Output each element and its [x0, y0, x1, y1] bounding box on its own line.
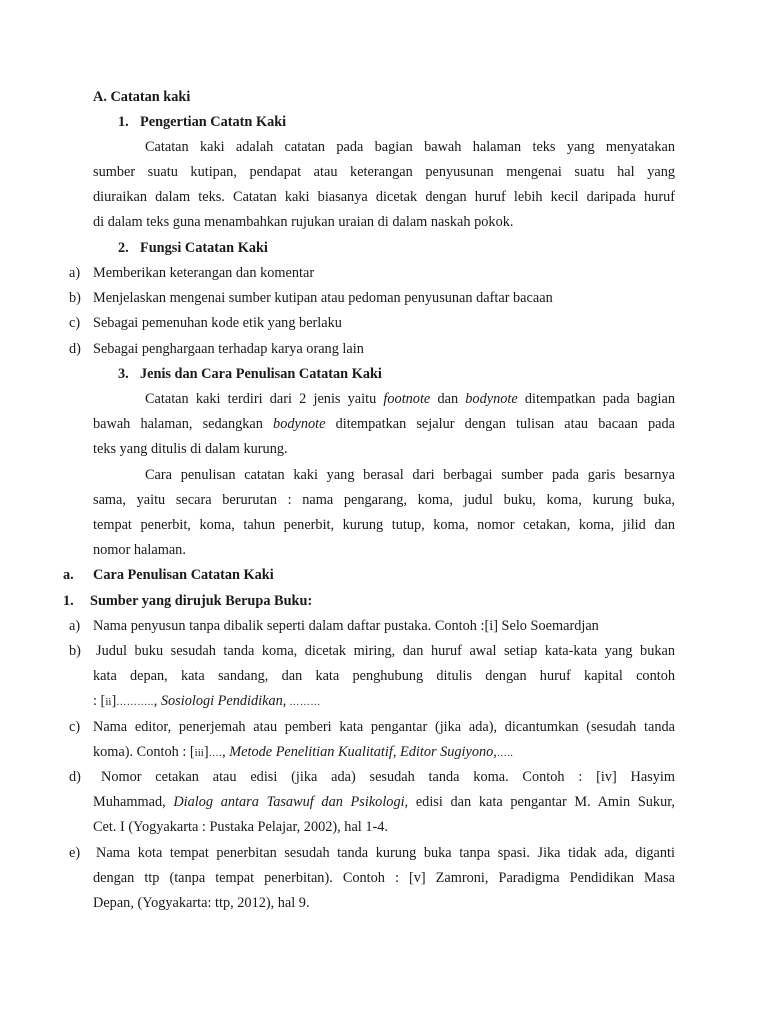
list-item: kata depan, kata sandang, dan kata penghubung ditulis dengan huruf kapital contoh	[93, 668, 675, 684]
list-item: Menjelaskan mengenai sumber kutipan atau pedoman penyusunan daftar bacaan	[93, 290, 553, 306]
list-marker: b)	[69, 643, 81, 659]
paragraph-line: sama, yaitu secara berurutan : nama pengarang, koma, judul buku, koma, kurung buka,	[93, 492, 675, 508]
paragraph-line: sumber suatu kutipan, pendapat atau keterangan penyusunan mengenai suatu hal yang	[93, 164, 675, 180]
list-marker: a)	[69, 265, 81, 281]
list-item: Nama editor, penerjemah atau pemberi kata pengantar (jika ada), dicantumkan (sesudah tanda	[93, 719, 675, 735]
term-footnote: footnote	[383, 391, 431, 407]
paragraph-line: Cara penulisan catatan kaki yang berasal dari berbagai sumber pada garis besarnya	[145, 467, 675, 483]
list-item: Cet. I (Yogyakarta : Pustaka Pelajar, 2002), hal 1-4.	[93, 819, 388, 835]
list-item: Sebagai penghargaan terhadap karya orang lain	[93, 341, 364, 357]
paragraph-line: diuraikan dalam teks. Catatan kaki biasanya dicetak dengan huruf lebih kecil daripada huruf	[93, 189, 675, 205]
list-item: Depan, (Yogyakarta: ttp, 2012), hal 9.	[93, 895, 310, 911]
list-marker: d)	[69, 769, 81, 785]
book-title: Dialog antara Tasawuf dan Psikologi,	[173, 794, 409, 810]
list-item: Nama kota tempat penerbitan sesudah tanda kurung buka tanpa spasi. Jika tidak ada, diganti	[96, 845, 675, 861]
list-marker: e)	[69, 845, 81, 861]
list-marker: b)	[69, 290, 81, 306]
subheading-number: 1.	[118, 114, 129, 130]
subheading-pengertian: Pengertian Catatn Kaki	[140, 114, 287, 130]
paragraph-line: di dalam teks guna menambahkan rujukan uraian di dalam naskah pokok.	[93, 214, 514, 230]
list-item: Judul buku sesudah tanda koma, dicetak miring, dan huruf awal setiap kata-kata yang bukan	[96, 643, 675, 659]
list-item: Nomor cetakan atau edisi (jika ada) sesudah tanda koma. Contoh : [iv] Hasyim	[101, 769, 675, 785]
subheading-number: 3.	[118, 366, 129, 382]
section-heading: A. Catatan kaki	[93, 89, 191, 105]
subheading-number: 1.	[63, 593, 74, 609]
subheading-number: 2.	[118, 240, 129, 256]
section-marker: a.	[63, 567, 74, 583]
book-title: Sosiologi Pendidikan,	[160, 693, 287, 709]
list-item: koma). Contoh : [iii]…., Metode Penelitian Kualitatif, Editor Sugiyono,…..	[93, 744, 514, 760]
term-bodynote: bodynote	[465, 391, 518, 407]
list-item: Muhammad, Dialog antara Tasawuf dan Psikologi, edisi dan kata pengantar M. Amin Sukur,	[93, 794, 675, 810]
list-marker: a)	[69, 618, 81, 634]
section-title: Cara Penulisan Catatan Kaki	[93, 567, 274, 583]
list-item: Memberikan keterangan dan komentar	[93, 265, 315, 281]
paragraph-line: teks yang ditulis di dalam kurung.	[93, 441, 288, 457]
subheading-sumber: Sumber yang dirujuk Berupa Buku:	[90, 593, 313, 609]
list-marker: c)	[69, 315, 81, 331]
term-bodynote: bodynote	[273, 416, 326, 432]
list-item: dengan ttp (tanpa tempat penerbitan). Contoh : [v] Zamroni, Paradigma Pendidikan Masa	[93, 870, 675, 886]
paragraph-line: bawah halaman, sedangkan bodynote ditempatkan sejalur dengan tulisan atau bacaan pada	[93, 416, 675, 432]
footnote-ref: ii	[105, 696, 112, 708]
paragraph-line: nomor halaman.	[93, 542, 186, 558]
paragraph-line: Catatan kaki terdiri dari 2 jenis yaitu footnote dan bodynote ditempatkan pada bagian	[145, 391, 675, 407]
book-title: Metode Penelitian Kualitatif, Editor Sugiyono,	[229, 744, 497, 760]
list-marker: d)	[69, 341, 81, 357]
paragraph-line: Catatan kaki adalah catatan pada bagian bawah halaman teks yang menyatakan	[145, 139, 675, 155]
list-marker: c)	[69, 719, 81, 735]
subheading-fungsi: Fungsi Catatan Kaki	[140, 240, 268, 256]
subheading-jenis: Jenis dan Cara Penulisan Catatan Kaki	[140, 366, 382, 382]
footnote-ref: iii	[194, 747, 204, 759]
paragraph-line: tempat penerbit, koma, tahun penerbit, kurung tutup, koma, nomor cetakan, koma, jilid dan	[93, 517, 675, 533]
list-item: Nama penyusun tanpa dibalik seperti dalam daftar pustaka. Contoh :[i] Selo Soemardjan	[93, 618, 599, 634]
list-item: : [ii]……….., Sosiologi Pendidikan, ………	[93, 693, 321, 709]
list-item: Sebagai pemenuhan kode etik yang berlaku	[93, 315, 342, 331]
